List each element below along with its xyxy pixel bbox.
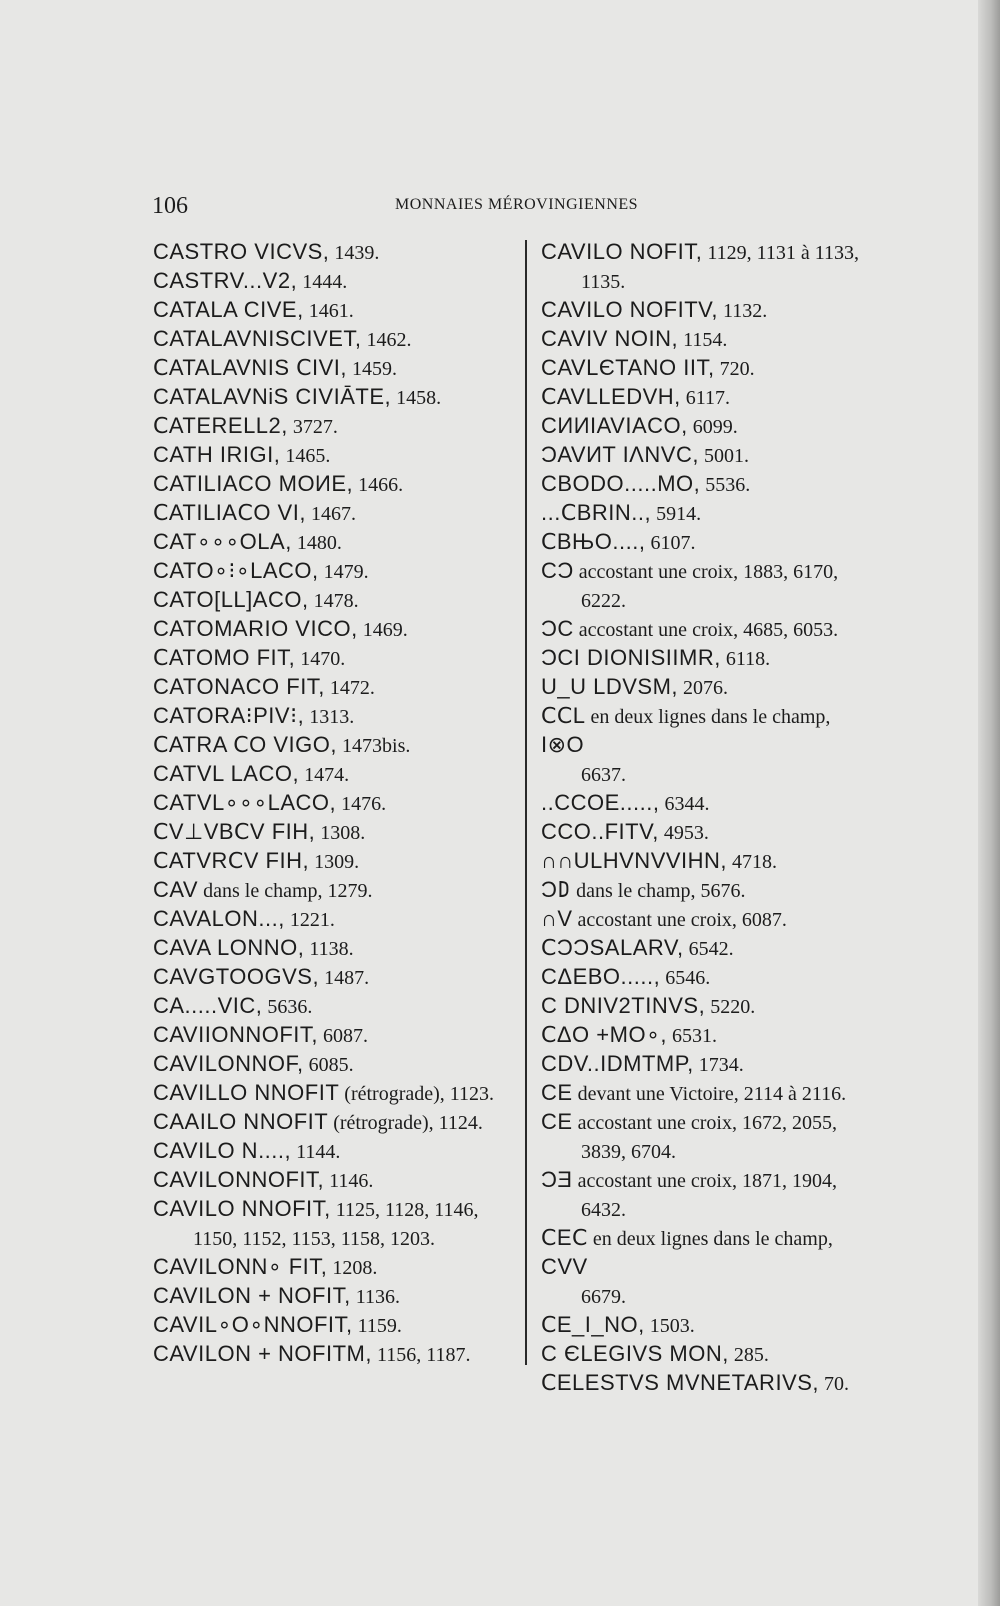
catalogue-entry bbox=[541, 1050, 921, 1079]
catalogue-entry bbox=[541, 499, 921, 528]
entry-reference: 6344. bbox=[659, 793, 710, 815]
entry-reference: 1208. bbox=[327, 1257, 378, 1279]
coin-legend: CAV bbox=[153, 877, 199, 902]
coin-legend: CATALA CIVE, bbox=[153, 297, 304, 322]
entry-reference: 1474. bbox=[299, 764, 350, 786]
catalogue-entry bbox=[541, 412, 921, 441]
entry-reference: 1221. bbox=[284, 909, 335, 931]
entry-reference: 1466. bbox=[353, 474, 404, 496]
catalogue-entry bbox=[153, 383, 513, 412]
coin-legend: CAVILONNOF, bbox=[153, 1051, 304, 1076]
catalogue-entry bbox=[153, 731, 513, 760]
catalogue-entry bbox=[541, 383, 921, 412]
catalogue-entry bbox=[153, 267, 513, 296]
entry-reference: 6637. bbox=[581, 764, 626, 786]
catalogue-entry bbox=[541, 963, 921, 992]
coin-legend: CAVILONN∘ FIT, bbox=[153, 1254, 328, 1279]
catalogue-entry bbox=[153, 818, 513, 847]
catalogue-entry bbox=[541, 1195, 921, 1224]
catalogue-entry bbox=[541, 905, 921, 934]
catalogue-entry bbox=[153, 557, 513, 586]
catalogue-entry bbox=[153, 644, 513, 673]
coin-legend: CAVALON..., bbox=[153, 906, 285, 931]
catalogue-entry bbox=[541, 1340, 921, 1369]
coin-legend: CAT∘∘∘OLA, bbox=[153, 529, 292, 554]
catalogue-entry bbox=[153, 847, 513, 876]
catalogue-entry bbox=[541, 731, 921, 760]
coin-legend: CE bbox=[541, 1080, 573, 1105]
entry-reference: 6118. bbox=[720, 648, 771, 670]
catalogue-entry bbox=[153, 1195, 513, 1224]
coin-legend: ꓚΔO +MO∘, bbox=[541, 1022, 667, 1047]
coin-legend: CATO[LL]ACO, bbox=[153, 587, 309, 612]
catalogue-entry bbox=[541, 470, 921, 499]
entry-reference: 720. bbox=[714, 358, 755, 380]
coin-legend: C ЄLEGIVS MON, bbox=[541, 1341, 729, 1366]
coin-legend: CAVILON + NOFITM, bbox=[153, 1341, 372, 1366]
catalogue-entry bbox=[153, 702, 513, 731]
catalogue-entry bbox=[541, 325, 921, 354]
coin-legend: CATOMARIO VICO, bbox=[153, 616, 358, 641]
coin-legend: CAVGTOOGVS, bbox=[153, 964, 320, 989]
coin-legend: CATO∘⁝∘LACO, bbox=[153, 558, 319, 583]
catalogue-entry bbox=[153, 963, 513, 992]
entry-reference: 5914. bbox=[651, 503, 702, 525]
entry-reference: accostant une croix, 6087. bbox=[572, 909, 787, 931]
catalogue-entry bbox=[541, 1311, 921, 1340]
entry-reference: 6085. bbox=[303, 1054, 354, 1076]
coin-legend: CAVIV NOIN, bbox=[541, 326, 679, 351]
coin-legend: CAVILO NOFIT, bbox=[541, 239, 703, 264]
entry-reference: 1132. bbox=[717, 300, 768, 322]
catalogue-entry bbox=[153, 615, 513, 644]
catalogue-entry bbox=[541, 586, 921, 615]
entry-reference: 1125, 1128, 1146, bbox=[330, 1199, 479, 1221]
catalogue-entry bbox=[153, 1282, 513, 1311]
catalogue-entry bbox=[541, 760, 921, 789]
coin-legend: ꓚEꓚ bbox=[541, 1225, 588, 1250]
catalogue-entry bbox=[153, 499, 513, 528]
catalogue-entry bbox=[153, 354, 513, 383]
coin-legend: CVV bbox=[541, 1254, 588, 1279]
entry-reference: 2076. bbox=[678, 677, 729, 699]
coin-legend: ꓚAVLLEDVH, bbox=[541, 384, 681, 409]
entry-reference: 1458. bbox=[391, 387, 442, 409]
catalogue-entry bbox=[541, 702, 921, 731]
coin-legend: ƆƎ bbox=[541, 1167, 573, 1192]
catalogue-entry bbox=[541, 1021, 921, 1050]
right-column bbox=[541, 238, 921, 1398]
catalogue-entry bbox=[541, 1137, 921, 1166]
entry-reference: 1472. bbox=[324, 677, 375, 699]
entry-reference: 6099. bbox=[687, 416, 738, 438]
catalogue-entry bbox=[153, 1340, 513, 1369]
catalogue-entry bbox=[153, 325, 513, 354]
entry-reference: en deux lignes dans le champ, bbox=[587, 1228, 833, 1250]
catalogue-entry bbox=[541, 1108, 921, 1137]
coin-legend: CATILIACO MOИE, bbox=[153, 471, 354, 496]
coin-legend: CΔEBO....., bbox=[541, 964, 661, 989]
coin-legend: CATONACO FIT, bbox=[153, 674, 325, 699]
catalogue-entry bbox=[541, 528, 921, 557]
entry-reference: 5001. bbox=[698, 445, 749, 467]
catalogue-entry bbox=[541, 238, 921, 267]
entry-reference: 1308. bbox=[315, 822, 366, 844]
coin-legend: ꓚATALAVNIS ꓚIVI, bbox=[153, 355, 347, 380]
coin-legend: ...ꓚBRIN.., bbox=[541, 500, 652, 525]
entry-reference: accostant une croix, 1672, 2055, bbox=[572, 1112, 837, 1134]
entry-reference: 1462. bbox=[361, 329, 412, 351]
catalogue-entry bbox=[153, 412, 513, 441]
coin-legend: CƆ bbox=[541, 558, 574, 583]
left-column bbox=[153, 238, 513, 1369]
entry-reference: (rétrograde), 1124. bbox=[328, 1112, 483, 1134]
entry-reference: 6117. bbox=[680, 387, 731, 409]
entry-reference: devant une Victoire, 2114 à 2116. bbox=[572, 1083, 847, 1105]
catalogue-entry bbox=[541, 934, 921, 963]
entry-reference: dans le champ, 1279. bbox=[198, 880, 373, 902]
coin-legend: CAAILO NNOFIT bbox=[153, 1109, 329, 1134]
coin-legend: CATALAVNiS CIVIĀTE, bbox=[153, 384, 392, 409]
catalogue-entry bbox=[153, 934, 513, 963]
coin-legend: CBODO.....MO, bbox=[541, 471, 701, 496]
entry-reference: 6087. bbox=[318, 1025, 368, 1047]
coin-legend: ƆAVИT IΛNVC, bbox=[541, 442, 699, 467]
entry-reference: 1159. bbox=[352, 1315, 402, 1337]
catalogue-entry bbox=[541, 1079, 921, 1108]
coin-legend: CATVL LACO, bbox=[153, 761, 300, 786]
coin-legend: ƆC bbox=[541, 616, 574, 641]
entry-reference: 1487. bbox=[319, 967, 370, 989]
coin-legend: ꓚBЊO...., bbox=[541, 529, 646, 554]
catalogue-entry bbox=[541, 267, 921, 296]
entry-reference: 6542. bbox=[683, 938, 734, 960]
catalogue-entry bbox=[541, 557, 921, 586]
coin-legend: I⊗O bbox=[541, 732, 585, 757]
entry-reference: 6222. bbox=[581, 590, 626, 612]
column-divider bbox=[525, 240, 527, 1365]
entry-reference: 1461. bbox=[303, 300, 354, 322]
entry-reference: en deux lignes dans le champ, bbox=[585, 706, 831, 728]
coin-legend: ꓚATERELL2, bbox=[153, 413, 288, 438]
catalogue-entry bbox=[153, 1108, 513, 1137]
entry-reference: 4953. bbox=[658, 822, 709, 844]
coin-legend: ꓚATVRꓚV FIH, bbox=[153, 848, 310, 873]
coin-legend: CAVILLO NNOFIT bbox=[153, 1080, 340, 1105]
entry-reference: 1479. bbox=[318, 561, 369, 583]
coin-legend: ꓚATRA ꓚO VIGO, bbox=[153, 732, 338, 757]
entry-reference: 1469. bbox=[357, 619, 408, 641]
entry-reference: 1156, 1187. bbox=[371, 1344, 471, 1366]
catalogue-entry bbox=[541, 673, 921, 702]
coin-legend: CAVIL∘O∘NNOFIT, bbox=[153, 1312, 353, 1337]
entry-reference: accostant une croix, 4685, 6053. bbox=[573, 619, 839, 641]
coin-legend: CИИIAVIACO, bbox=[541, 413, 688, 438]
coin-legend: CAVILO NOFITV, bbox=[541, 297, 718, 322]
entry-reference: 6546. bbox=[660, 967, 711, 989]
page-number: 106 bbox=[152, 193, 188, 219]
entry-reference: 3839, 6704. bbox=[581, 1141, 676, 1163]
page-edge bbox=[978, 0, 1000, 1606]
coin-legend: ꓚV⊥VBꓚV FIH, bbox=[153, 819, 316, 844]
catalogue-entry bbox=[153, 876, 513, 905]
catalogue-entry bbox=[153, 1253, 513, 1282]
coin-legend: CE bbox=[541, 1109, 573, 1134]
catalogue-entry bbox=[541, 876, 921, 905]
coin-legend: ꓚELESTVS MVNETARIVS, bbox=[541, 1370, 820, 1395]
entry-reference: 1150, 1152, 1153, 1158, 1203. bbox=[193, 1228, 436, 1250]
catalogue-entry bbox=[153, 673, 513, 702]
catalogue-entry bbox=[153, 1137, 513, 1166]
entry-reference: dans le champ, 5676. bbox=[571, 880, 746, 902]
entry-reference: (rétrograde), 1123. bbox=[339, 1083, 495, 1105]
catalogue-entry bbox=[541, 818, 921, 847]
catalogue-entry bbox=[153, 760, 513, 789]
coin-legend: CATVL∘∘∘LACO, bbox=[153, 790, 337, 815]
coin-legend: CCO..FITV, bbox=[541, 819, 659, 844]
catalogue-entry bbox=[541, 1282, 921, 1311]
catalogue-entry bbox=[541, 354, 921, 383]
catalogue-entry bbox=[153, 905, 513, 934]
coin-legend: CAVA LONNO, bbox=[153, 935, 305, 960]
catalogue-entry bbox=[153, 470, 513, 499]
coin-legend: C DNIV2TINVS, bbox=[541, 993, 706, 1018]
coin-legend: CAVILO N...., bbox=[153, 1138, 292, 1163]
coin-legend: CAVLЄTANO IIT, bbox=[541, 355, 715, 380]
coin-legend: CASTRO VICVS, bbox=[153, 239, 330, 264]
entry-reference: 1439. bbox=[329, 242, 380, 264]
entry-reference: 1309. bbox=[309, 851, 360, 873]
coin-legend: CA.....VIC, bbox=[153, 993, 263, 1018]
entry-reference: 1503. bbox=[644, 1315, 695, 1337]
entry-reference: 6531. bbox=[666, 1025, 717, 1047]
coin-legend: ꓚATILIAꓚO VI, bbox=[153, 500, 306, 525]
coin-legend: CDV..IDMTMP, bbox=[541, 1051, 694, 1076]
catalogue-entry bbox=[541, 615, 921, 644]
catalogue-entry bbox=[153, 1021, 513, 1050]
catalogue-entry bbox=[541, 1369, 921, 1398]
entry-reference: 1135. bbox=[581, 271, 626, 293]
entry-reference: accostant une croix, 1871, 1904, bbox=[572, 1170, 837, 1192]
catalogue-entry bbox=[153, 586, 513, 615]
entry-reference: 70. bbox=[819, 1373, 850, 1395]
entry-reference: 6107. bbox=[645, 532, 696, 554]
catalogue-entry bbox=[153, 1050, 513, 1079]
coin-legend: CATH IRIGI, bbox=[153, 442, 281, 467]
entry-reference: 3727. bbox=[287, 416, 338, 438]
coin-legend: U_U LDVSM, bbox=[541, 674, 679, 699]
catalogue-entry bbox=[541, 1166, 921, 1195]
coin-legend: CATORA⁝PIV⁝, bbox=[153, 703, 305, 728]
entry-reference: 1473bis. bbox=[337, 735, 411, 757]
entry-reference: 4718. bbox=[727, 851, 778, 873]
catalogue-entry bbox=[541, 847, 921, 876]
entry-reference: 1470. bbox=[295, 648, 346, 670]
entry-reference: 1444. bbox=[297, 271, 348, 293]
entry-reference: 1144. bbox=[291, 1141, 341, 1163]
entry-reference: 5536. bbox=[700, 474, 751, 496]
coin-legend: ƆCI DIONISIIMR, bbox=[541, 645, 721, 670]
coin-legend: CAVILON + NOFIT, bbox=[153, 1283, 351, 1308]
coin-legend: CAVILO NNOFIT, bbox=[153, 1196, 331, 1221]
catalogue-entry bbox=[153, 238, 513, 267]
entry-reference: 6679. bbox=[581, 1286, 626, 1308]
catalogue-entry bbox=[153, 1311, 513, 1340]
entry-reference: 1138. bbox=[304, 938, 354, 960]
entry-reference: 1478. bbox=[308, 590, 359, 612]
entry-reference: 6432. bbox=[581, 1199, 626, 1221]
catalogue-entry bbox=[541, 992, 921, 1021]
coin-legend: ∩∩ULHVNVVIHN, bbox=[541, 848, 728, 873]
catalogue-entry bbox=[153, 1166, 513, 1195]
running-title: MONNAIES MÉROVINGIENNES bbox=[395, 196, 639, 213]
entry-reference: accostant une croix, 1883, 6170, bbox=[573, 561, 839, 583]
catalogue-entry bbox=[541, 1253, 921, 1282]
coin-legend: ꓚE_I_NO, bbox=[541, 1312, 645, 1337]
catalogue-entry bbox=[541, 441, 921, 470]
entry-reference: 1459. bbox=[347, 358, 397, 380]
entry-reference: 5220. bbox=[705, 996, 756, 1018]
coin-legend: ..CCOE....., bbox=[541, 790, 660, 815]
entry-reference: 5636. bbox=[262, 996, 313, 1018]
catalogue-entry bbox=[153, 992, 513, 1021]
entry-reference: 1313. bbox=[304, 706, 355, 728]
catalogue-entry bbox=[541, 1224, 921, 1253]
entry-reference: 1465. bbox=[280, 445, 331, 467]
entry-reference: 1154. bbox=[678, 329, 728, 351]
coin-legend: CAVIIONNOFIT, bbox=[153, 1022, 318, 1047]
catalogue-entry bbox=[153, 789, 513, 818]
coin-legend: CATALAVNISCIVET, bbox=[153, 326, 362, 351]
catalogue-entry bbox=[541, 296, 921, 325]
entry-reference: 285. bbox=[728, 1344, 769, 1366]
entry-reference: 1467. bbox=[305, 503, 356, 525]
catalogue-entry bbox=[153, 441, 513, 470]
coin-legend: Ɔ𐌃 bbox=[541, 877, 572, 902]
coin-legend: ∩V bbox=[541, 906, 573, 931]
entry-reference: 1129, 1131 à 1133, bbox=[702, 242, 859, 264]
coin-legend: CAVILONNOFIT, bbox=[153, 1167, 325, 1192]
catalogue-entry bbox=[541, 644, 921, 673]
entry-reference: 1136. bbox=[350, 1286, 400, 1308]
entry-reference: 1480. bbox=[291, 532, 342, 554]
catalogue-entry bbox=[541, 789, 921, 818]
catalogue-entry bbox=[153, 1079, 513, 1108]
catalogue-entry bbox=[153, 528, 513, 557]
entry-reference: 1476. bbox=[336, 793, 387, 815]
entry-reference: 1734. bbox=[693, 1054, 744, 1076]
coin-legend: CASTRV...V2, bbox=[153, 268, 298, 293]
coin-legend: ꓚꓚL bbox=[541, 703, 586, 728]
catalogue-entry bbox=[153, 1224, 513, 1253]
catalogue-entry bbox=[153, 296, 513, 325]
coin-legend: ꓚATOMO FIT, bbox=[153, 645, 296, 670]
coin-legend: ꓚƆƆSALARV, bbox=[541, 935, 684, 960]
entry-reference: 1146. bbox=[324, 1170, 374, 1192]
